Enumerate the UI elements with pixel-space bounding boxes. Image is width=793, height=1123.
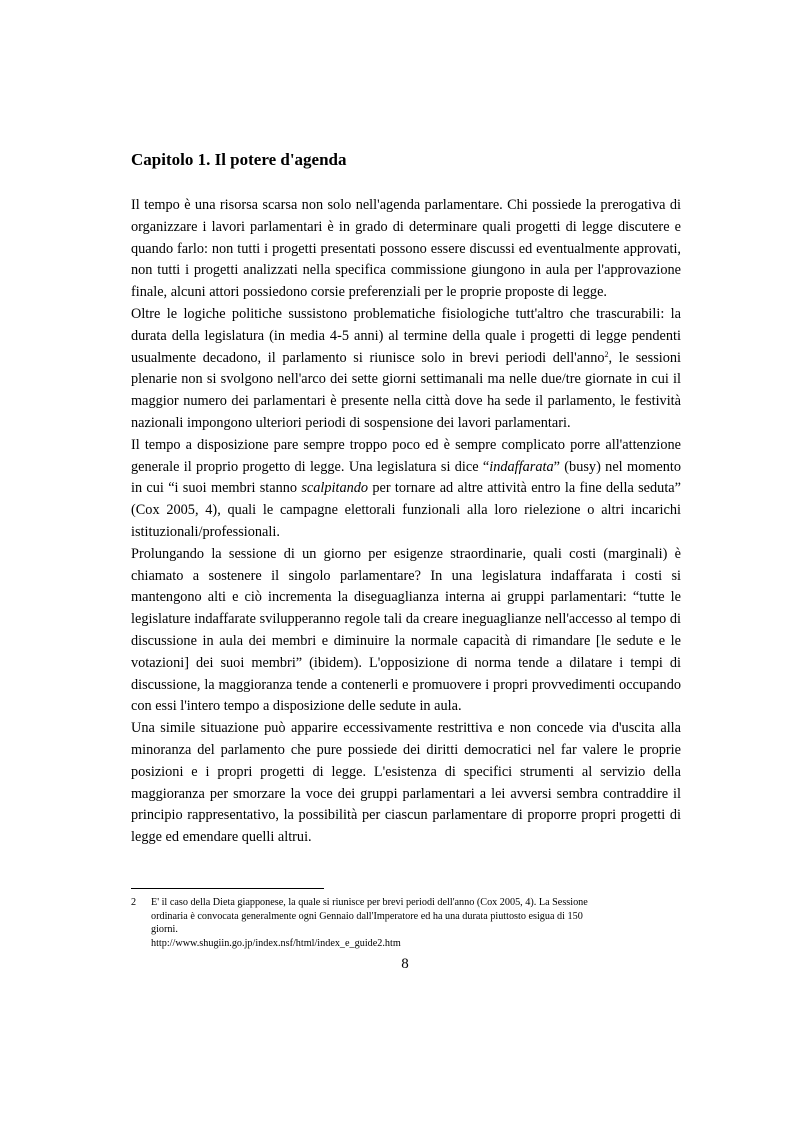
- footnote-line-3: giorni.: [151, 924, 178, 935]
- paragraph-2: [131, 304, 681, 435]
- footnote-number: 2: [131, 897, 137, 908]
- paragraph-3-text-b: ” (busy) nel momento in cui “i suoi membri stanno: [131, 458, 681, 497]
- paragraph-3-italic-b: scalpitando: [301, 480, 369, 497]
- paragraph-3: [131, 435, 681, 544]
- body-text: [131, 195, 681, 849]
- footnote-line-1: E' il caso della Dieta giapponese, la quale si riunisce per brevi periodi dell'anno (Cox 2005, 4). La Sessione: [151, 897, 588, 908]
- paragraph-2-text-b: , le sessioni plenarie non si svolgono nell'arco dei sette giorni settimanali ma nelle due/tre giornate in cui il maggior numero dei parlamentari è presente nella città dove ha sede il parlamento, le festività nazionali impongono ulteriori periodi di sospensione dei lavori parlamentari.: [131, 349, 681, 431]
- footnote: [131, 896, 681, 950]
- chapter-heading: Capitolo 1. Il potere d'agenda: [131, 150, 347, 169]
- page-number: 8: [401, 956, 409, 972]
- paragraph-5: Una simile situazione può apparire eccessivamente restrittiva e non concede via d'uscita alla minoranza del parlamento che pure possiede dei diritti democratici nel far valere le proprie posizioni e i propri progetti di legge. L'esistenza di specifici strumenti al servizio della maggioranza per smorzare la voce dei gruppi parlamentari a lei avversi sembra contraddire il principio rappresentativo, la possibilità per ciascun parlamentare di proporre propri progetti di legge ed emendare quelli altrui.: [131, 720, 681, 846]
- paragraph-2-text-a: Oltre le logiche politiche sussistono problematiche fisiologiche tutt'altro che trascurabili: la durata della legislatura (in media 4-5 anni) al termine della quale i progetti di legge pendenti usualmente decadono, il parlamento si riunisce solo in brevi periodi dell'anno: [131, 305, 681, 366]
- paragraph-3-text-a: Il tempo a disposizione pare sempre troppo poco ed è sempre complicato porre all'attenzione generale il proprio progetto di legge. Una legislatura si dice “: [131, 436, 681, 475]
- footnote-separator: [131, 888, 324, 889]
- footnote-reference[interactable]: 2: [604, 349, 609, 359]
- footnote-line-2: ordinaria è convocata generalmente ogni Gennaio dall'Imperatore ed ha una durata piuttosto esigua di 150: [151, 910, 583, 922]
- paragraph-1: Il tempo è una risorsa scarsa non solo nell'agenda parlamentare. Chi possiede la prerogativa di organizzare i lavori parlamentari è in grado di determinare quali progetti di legge discutere e quando farlo: non tutti i progetti presentati possono essere discussi ed eventualmente approvati, non tutti i progetti analizzati nella specifica commissione giungono in aula per l'approvazione finale, alcuni attori possiedono corsie preferenziali per le proprie proposte di legge.: [131, 197, 681, 301]
- footnote-url[interactable]: http://www.shugiin.go.jp/index.nsf/html/index_e_guide2.htm: [151, 937, 401, 949]
- paragraph-4: Prolungando la sessione di un giorno per esigenze straordinarie, quali costi (marginali) è chiamato a sostenere il singolo parlamentare? In una legislatura indaffarata i costi si mantengono alti e ciò incrementa la diseguaglianza interna ai gruppi parlamentari: “tutte le legislature indaffarate svilupperanno regole tali da creare ineguaglianze nell'accesso al tempo di discussione in aula dei membri e diminuire la normale capacità di rimandare [le sedute e le votazioni] dei suoi membri” (ibidem). L'opposizione di norma tende a dilatare i tempi di discussione, la maggioranza tende a contenerli e promuovere i propri provvedimenti occupando con essi l'intero tempo a disposizione delle sedute in aula.: [131, 545, 681, 715]
- paragraph-3-italic-a: indaffarata: [489, 458, 554, 475]
- footnote-body: [151, 896, 681, 950]
- paragraph-3-text-c: per tornare ad altre attività entro la fine della seduta” (Cox 2005, 4), quali le campagne elettorali funzionali alla loro rielezione o altri incarichi istituzionali/professionali.: [131, 480, 681, 540]
